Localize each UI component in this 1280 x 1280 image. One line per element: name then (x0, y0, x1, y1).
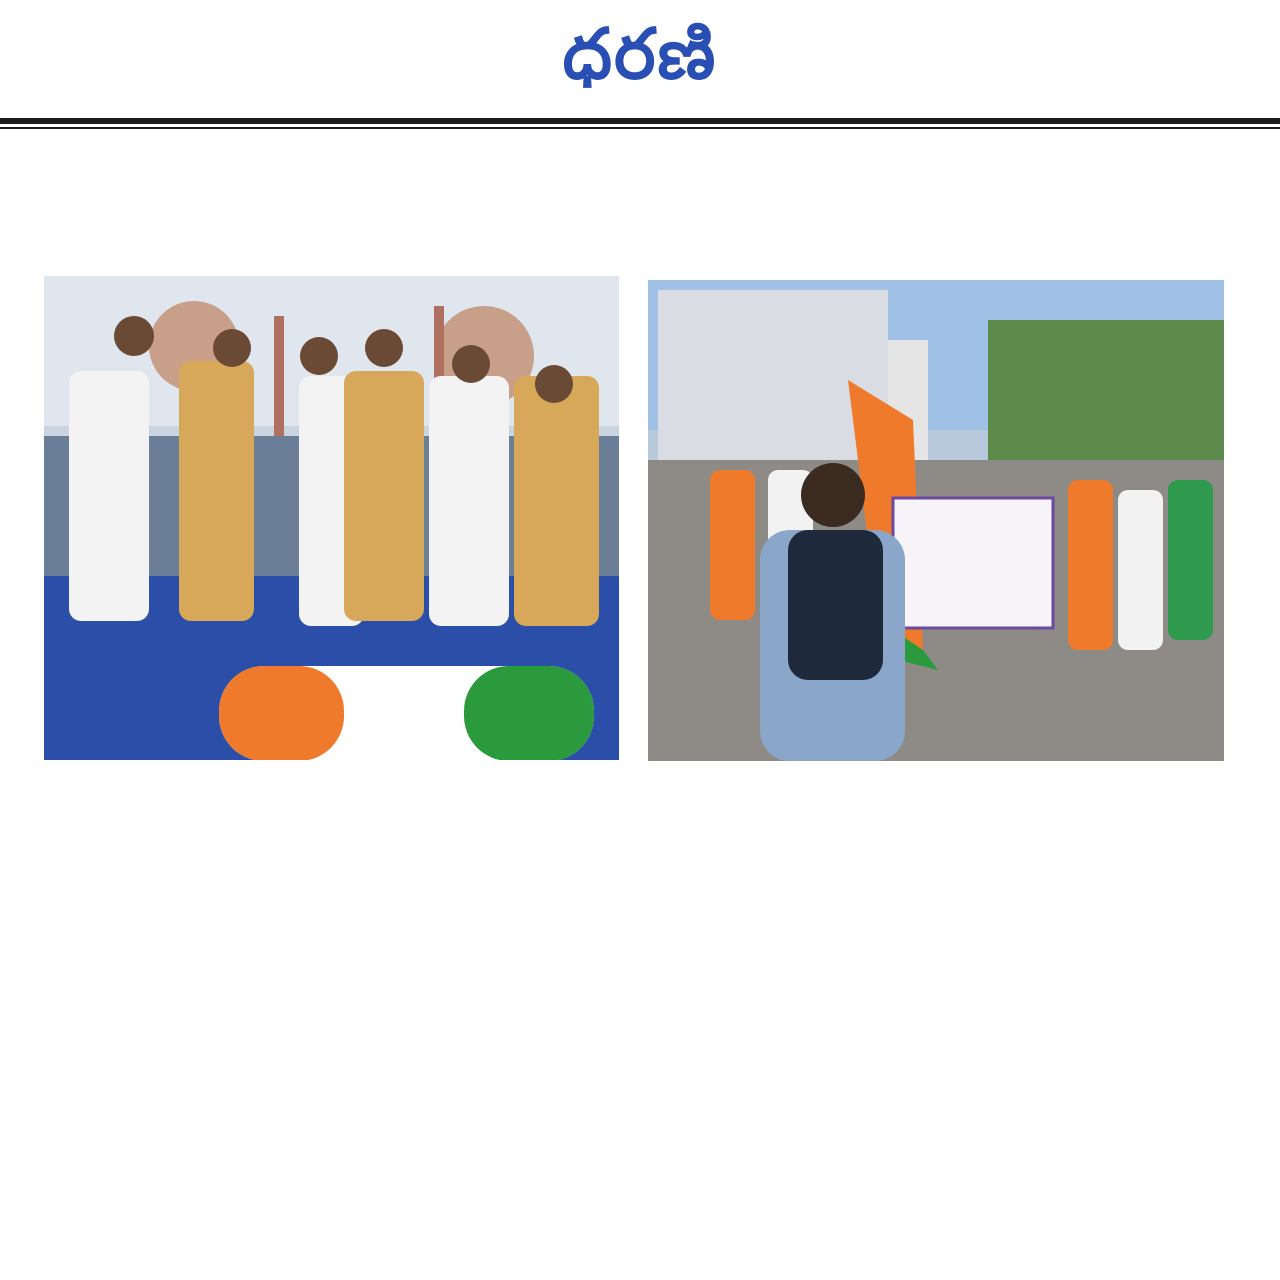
masthead (0, 0, 1280, 118)
masthead-rule-thin (0, 127, 1280, 129)
event-group-photo-svg (44, 276, 619, 760)
newspaper-logo: ధరణి (562, 12, 718, 95)
student-rally-photo-svg (648, 280, 1224, 761)
student-rally-photo (648, 280, 1224, 761)
masthead-rule-thick (0, 118, 1280, 124)
article-column-left (44, 808, 619, 812)
article-column-right (648, 830, 1224, 834)
event-group-photo (44, 276, 619, 760)
article-headline (40, 160, 1240, 230)
